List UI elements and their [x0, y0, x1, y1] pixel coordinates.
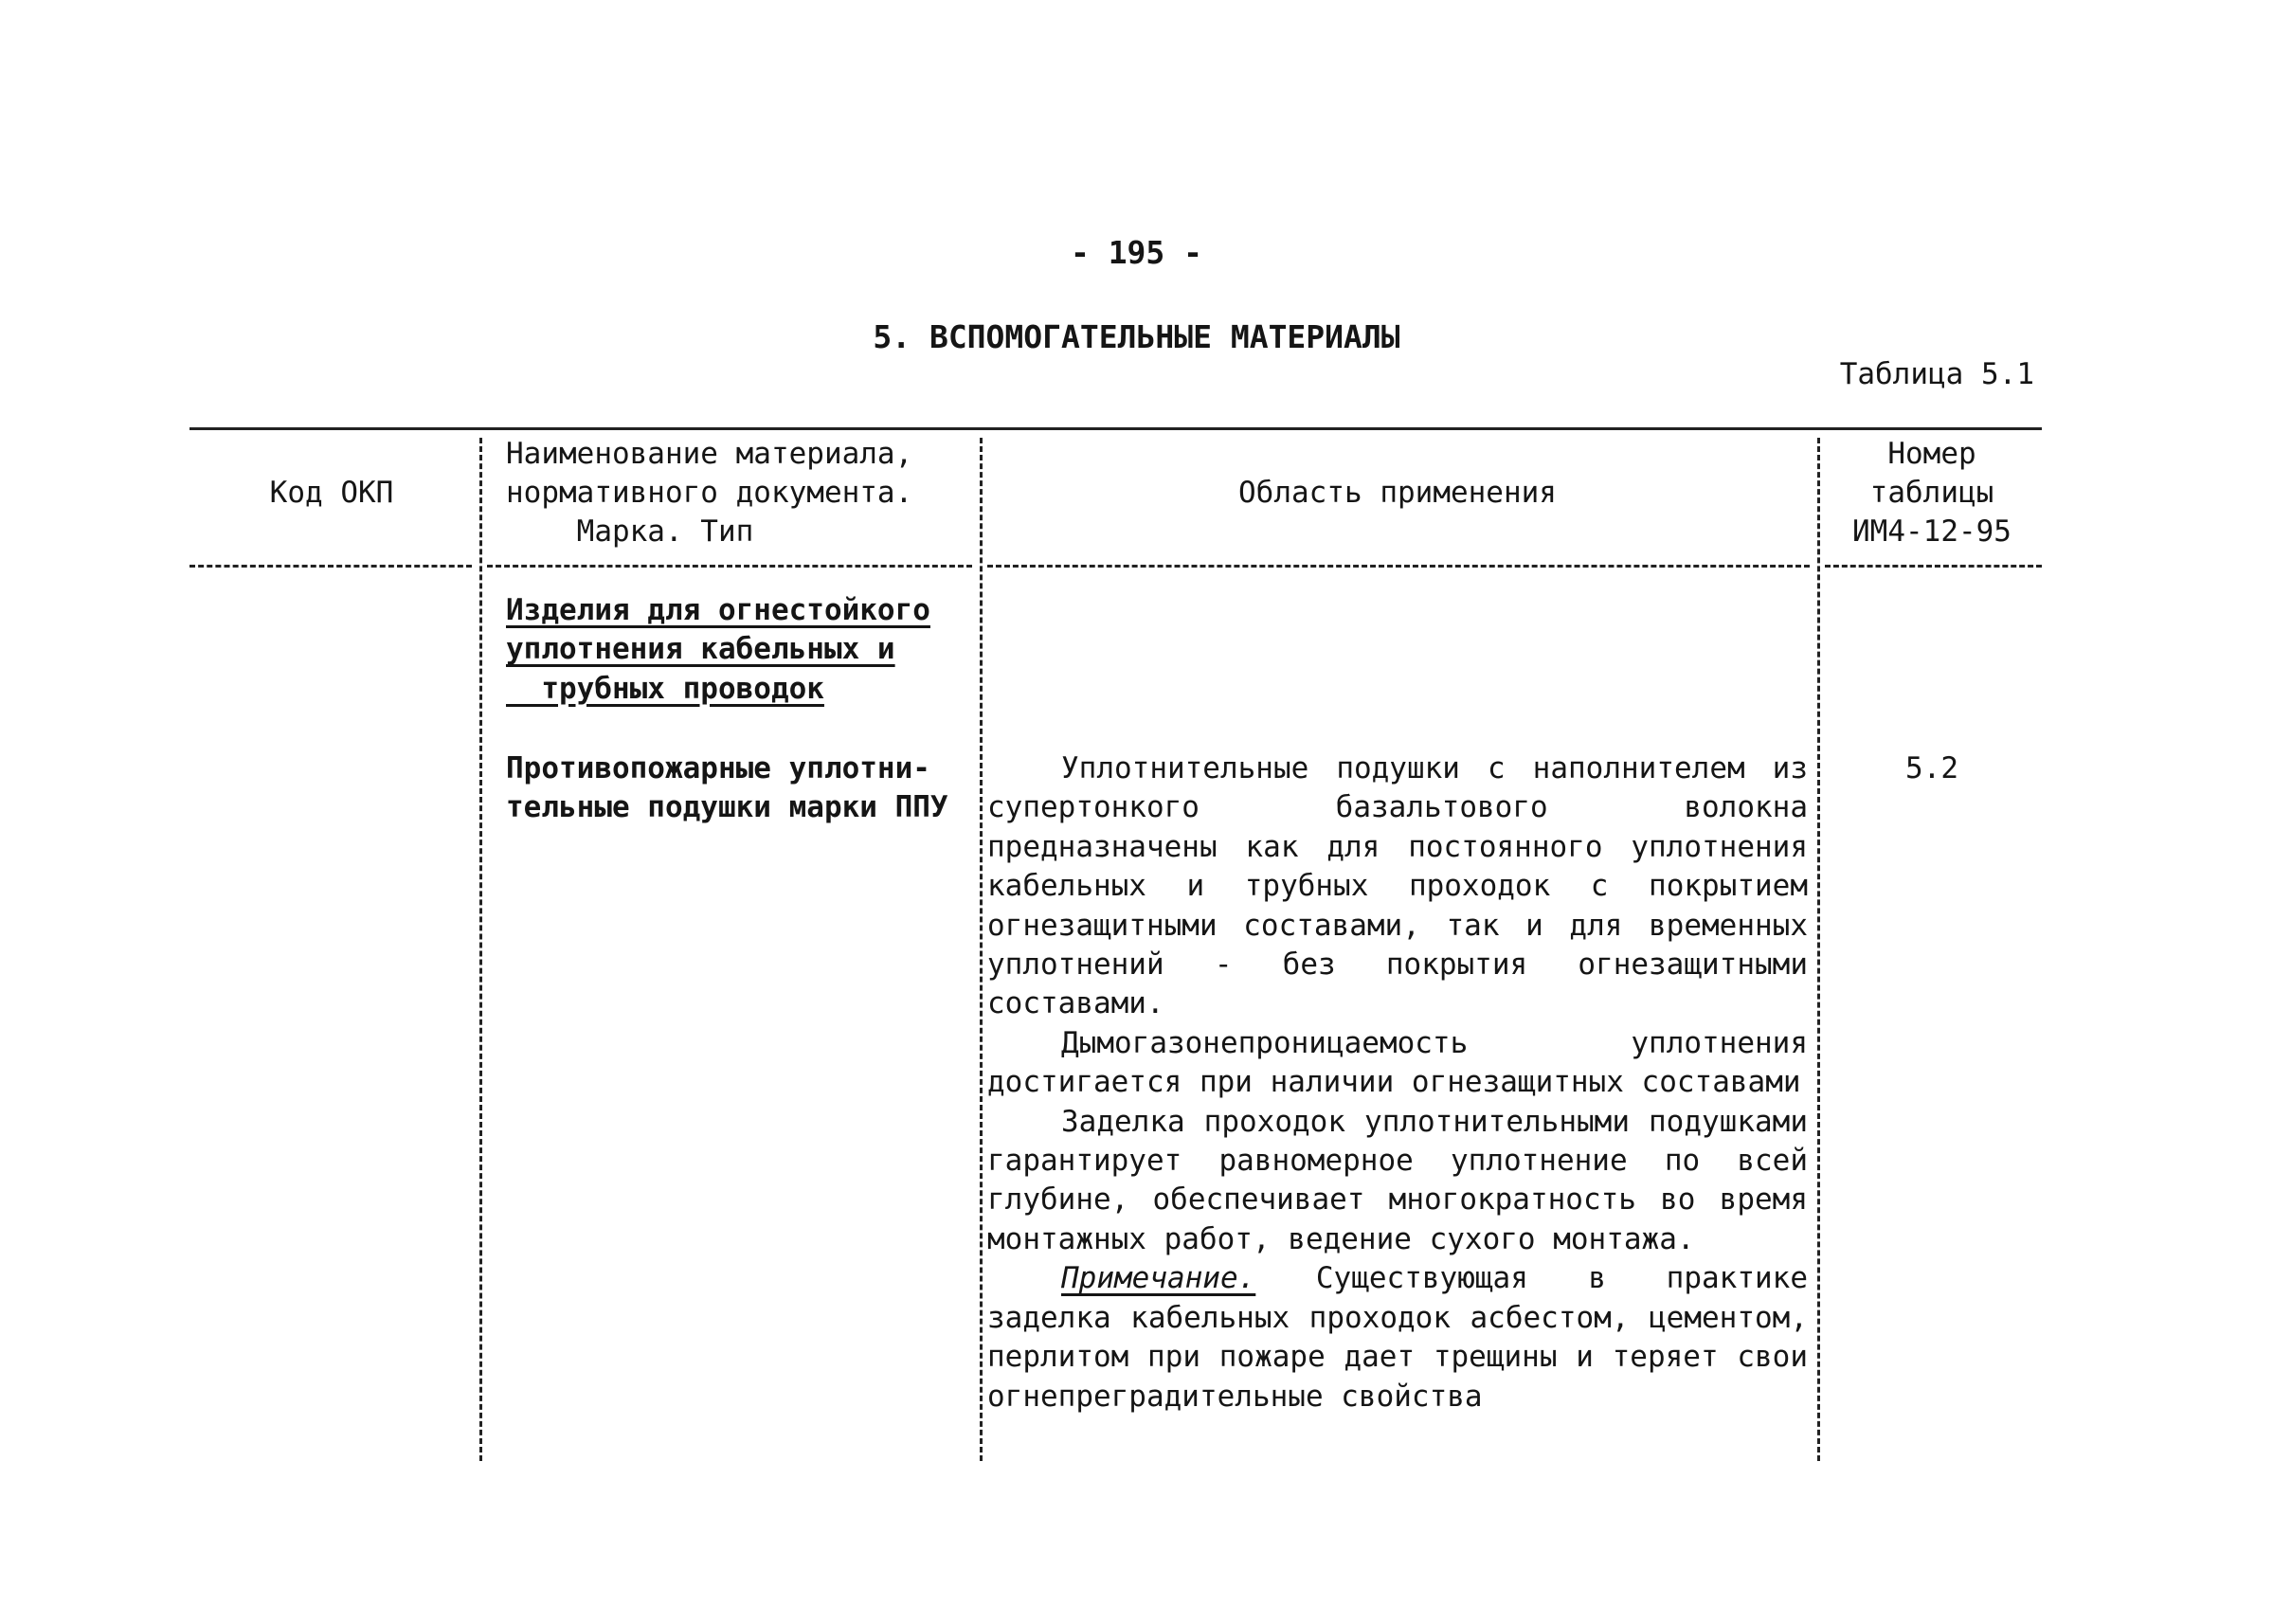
- header-code: Код ОКП: [269, 476, 394, 510]
- header-rule-code: [189, 565, 472, 568]
- header-rule-scope: [987, 565, 1810, 568]
- group-title: Изделия для огнестойкого уплотнения кабельных и трубных проводок: [506, 593, 930, 706]
- row-material-name: Противопожарные уплотни- тельные подушки марки ППУ: [506, 751, 948, 825]
- scope-paragraph: Дымогазонепроницаемость уплотнения достигается при наличии огнезащитных составами: [987, 1025, 1808, 1100]
- section-title: 5. ВСПОМОГАТЕЛЬНЫЕ МАТЕРИАЛЫ: [873, 318, 1400, 355]
- column-separator-2: [980, 438, 983, 1461]
- header-table-number: Номер таблицы ИМ4-12-95: [1852, 437, 2011, 549]
- row-table-number: 5.2: [1905, 751, 1958, 785]
- note-label: Примечание.: [1061, 1261, 1256, 1296]
- row-scope: [987, 749, 1808, 1416]
- table-label: Таблица 5.1: [1839, 357, 2034, 391]
- page-number: - 195 -: [1070, 234, 1203, 271]
- note-text: Существующая в практике заделка кабельных проходок асбестом, цементом, перлитом при пожаре дает трещины и теряет свои огнепреградительные свойства: [987, 1261, 1808, 1414]
- table-top-rule: [189, 427, 2042, 430]
- scope-note: [987, 1259, 1808, 1416]
- column-separator-3: [1817, 438, 1820, 1461]
- header-rule-number: [1825, 565, 2042, 568]
- header-name: Наименование материала, нормативного документа. Марка. Тип: [506, 437, 913, 549]
- scope-paragraph: Уплотнительные подушки с наполнителем из супертонкого базальтового волокна предназначены как для постоянного уплотнения кабельных и трубных проходок с покрытием огнезащитными составами, так и для временных уплотнений - без покрытия огнезащитными составами.: [987, 751, 1808, 1021]
- scope-paragraph: Заделка проходок уплотнительными подушками гарантирует равномерное уплотнение по всей глубине, обеспечивает многократность во время монтажных работ, ведение сухого монтажа.: [987, 1104, 1808, 1256]
- header-scope: Область применения: [1238, 476, 1557, 510]
- header-rule-name: [487, 565, 972, 568]
- column-separator-1: [479, 438, 482, 1461]
